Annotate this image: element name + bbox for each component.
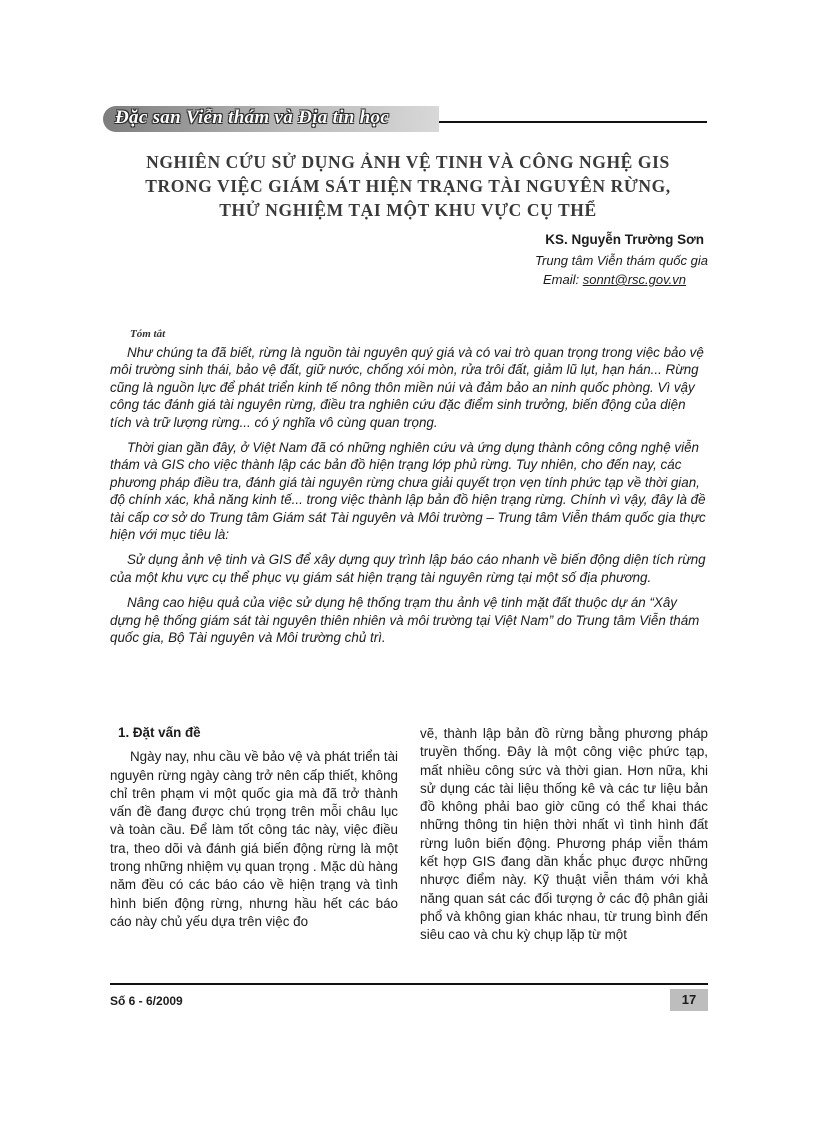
masthead-rule	[439, 121, 707, 123]
email-label: Email:	[542, 272, 580, 287]
journal-masthead	[103, 104, 707, 134]
abstract-paragraph: Thời gian gần đây, ở Việt Nam đã có những nghiên cứu và ứng dụng thành công công nghệ viễn thám và GIS cho việc thành lập các bản đồ hiện trạng lớp phủ rừng. Tuy nhiên, cho đến nay, các phương pháp điều tra, đánh giá tài nguyên rừng chưa giải quyết trọn vẹn tính phức tạp về thời gian, độ chính xác, khả năng kinh tế... trong việc thành lập bản đồ hiện trạng rừng. Chính vì vậy, đây là đề tài cấp cơ sở do Trung tâm Giám sát Tài nguyên và Môi trường – Trung tâm Viễn thám quốc gia thực hiện với mục tiêu là:	[110, 440, 706, 543]
title-line: TRONG VIỆC GIÁM SÁT HIỆN TRẠNG TÀI NGUYÊN RỪNG,	[145, 176, 671, 196]
page-number: 17	[670, 989, 708, 1011]
abstract-label: Tóm tắt	[130, 328, 166, 340]
body-column-right	[420, 725, 708, 945]
abstract-paragraph: Nâng cao hiệu quả của việc sử dụng hệ thống trạm thu ảnh vệ tinh mặt đất thuộc dự án “Xây dựng hệ thống giám sát tài nguyên thiên nhiên và môi trường tại Việt Nam” do Trung tâm Viễn thám quốc gia, Bộ Tài nguyên và Môi trường chủ trì.	[110, 595, 700, 646]
body-paragraph: vẽ, thành lập bản đồ rừng bằng phương pháp truyền thống. Đây là một công việc phức tạp, mất nhiều công sức và thời gian. Hơn nữa, khi sử dụng các tài liệu thống kê và các tư liệu bản đồ không phải bao giờ cũng có thể khai thác những thông tin hiện thời nhất vì tình hình đất rừng luôn biến động. Phương pháp viễn thám kết hợp GIS đang dần khắc phục được những nhược điểm này. Kỹ thuật viễn thám với khả năng quan sát các đối tượng ở các độ phân giải phổ và không gian khác nhau, từ trung bình đến siêu cao và chu kỳ chụp lặp từ một	[420, 726, 708, 943]
abstract	[110, 344, 708, 655]
section-heading: 1. Đặt vấn đề	[118, 725, 201, 740]
title-line: THỬ NGHIỆM TẠI MỘT KHU VỰC CỤ THỂ	[219, 200, 597, 220]
author-email-line	[420, 272, 686, 287]
body-paragraph: Ngày nay, nhu cầu về bảo vệ và phát triển tài nguyên rừng ngày càng trở nên cấp thiết, không chỉ trên phạm vi một quốc gia mà đã trở thành vấn đề đang được chú trọng trên mỗi châu lục và toàn cầu. Để làm tốt công tác này, việc điều tra, theo dõi và đánh giá biến động rừng là một trong những nhiệm vụ quan trọng . Mặc dù hàng năm đều có các báo cáo về hiện trạng và tình hình biến động rừng, nhưng hầu hết các báo cáo này chủ yếu dựa trên việc đo	[110, 749, 398, 929]
title-line: NGHIÊN CỨU SỬ DỤNG ẢNH VỆ TINH VÀ CÔNG NGHỆ GIS	[146, 152, 670, 172]
body-column-left	[110, 724, 398, 931]
journal-title: Đặc san Viễn thám và Địa tin học	[115, 107, 390, 128]
footer-rule	[110, 983, 708, 985]
abstract-paragraph: Như chúng ta đã biết, rừng là nguồn tài nguyên quý giá và có vai trò quan trọng trong việc bảo vệ môi trường sinh thái, bảo vệ đất, giữ nước, chống xói mòn, rửa trôi đất, giảm lũ lụt, hạn hán... Rừng cũng là nguồn lực để phát triển kinh tế nông thôn miền núi và đảm bảo an ninh quốc phòng. Vì vậy công tác đánh giá tài nguyên rừng, điều tra nghiên cứu đặc điểm sinh trưởng, biến động của diện tích và trữ lượng rừng... có ý nghĩa vô cùng quan trọng.	[110, 345, 704, 430]
author-name: KS. Nguyễn Trường Sơn	[545, 232, 704, 247]
author-affiliation: Trung tâm Viễn thám quốc gia	[535, 253, 708, 268]
article-title	[100, 150, 716, 222]
abstract-paragraph: Sử dụng ảnh vệ tinh và GIS để xây dựng quy trình lập báo cáo nhanh về biến động diện tích rừng của một khu vực cụ thể phục vụ giám sát hiện trạng tài nguyên rừng tại một số địa phương.	[110, 552, 706, 585]
issue-number: Số 6 - 6/2009	[110, 994, 183, 1008]
email-link[interactable]: sonnt@rsc.gov.vn	[582, 272, 686, 287]
